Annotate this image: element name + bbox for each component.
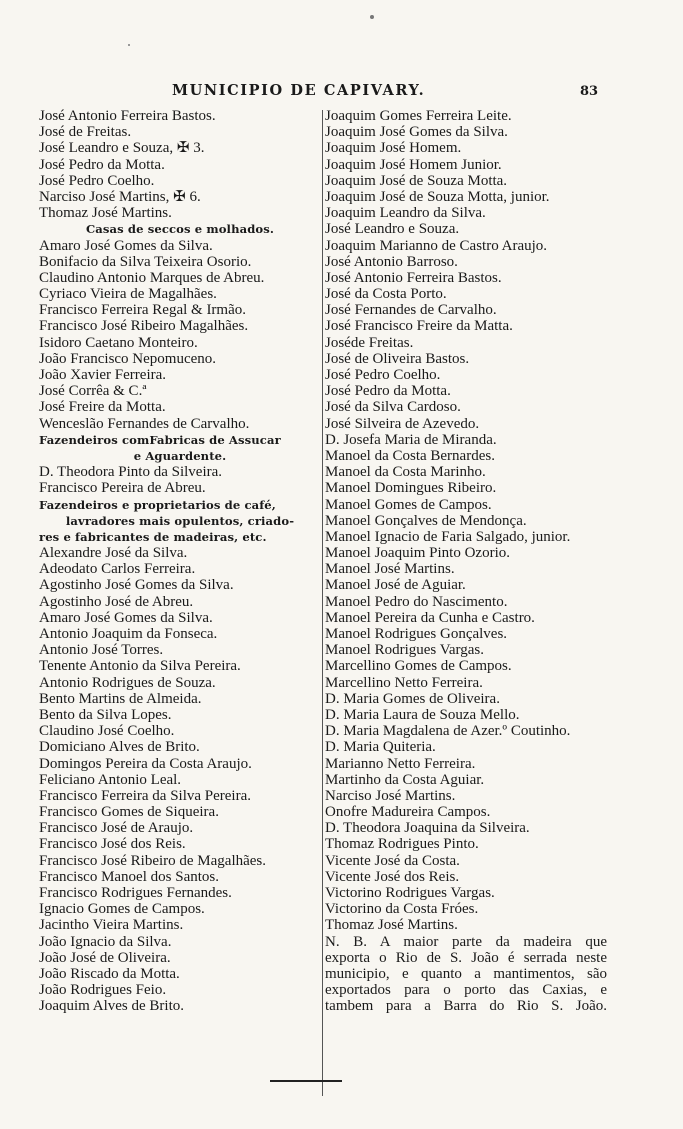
list-item: Feliciano Antonio Leal. bbox=[39, 771, 182, 788]
list-item: Isidoro Caetano Monteiro. bbox=[39, 334, 198, 351]
list-item: D. Maria Gomes de Oliveira. bbox=[325, 690, 500, 707]
list-item: Tenente Antonio da Silva Pereira. bbox=[39, 658, 241, 675]
list-item: municipio, e quanto a mantimentos, são bbox=[325, 965, 607, 982]
list-item: exportados para o porto das Caxias, e bbox=[325, 982, 607, 999]
section-heading: Fazendeiros e proprietarios de café, bbox=[39, 497, 276, 512]
list-item: Vicente José dos Reis. bbox=[325, 868, 460, 885]
list-item: Onofre Madureira Campos. bbox=[325, 804, 491, 821]
footer-rule bbox=[270, 1080, 342, 1082]
list-item: tambem para a Barra do Rio S. João. bbox=[325, 998, 607, 1015]
list-item: Joaquim José Homem Junior. bbox=[325, 156, 502, 173]
list-item: Francisco José dos Reis. bbox=[39, 836, 186, 853]
list-item: João Ignacio da Silva. bbox=[39, 933, 172, 950]
list-item: Alexandre José da Silva. bbox=[39, 545, 188, 562]
list-item: Manoel José de Aguiar. bbox=[325, 577, 466, 594]
list-item: José Antonio Ferreira Bastos. bbox=[325, 269, 502, 286]
list-item: Thomaz José Martins. bbox=[325, 917, 458, 934]
list-item: Bento Martins de Almeida. bbox=[39, 690, 202, 707]
list-item: Joaquim José Gomes da Silva. bbox=[325, 124, 508, 141]
list-item: Joaquim Alves de Brito. bbox=[39, 998, 184, 1015]
list-item: Manoel da Costa Bernardes. bbox=[325, 447, 495, 464]
list-item: D. Maria Quiteria. bbox=[325, 739, 436, 756]
list-item: Joaquim José de Souza Motta. bbox=[325, 172, 508, 189]
list-item: D. Theodora Pinto da Silveira. bbox=[39, 464, 223, 481]
list-item: José Pedro da Motta. bbox=[39, 156, 165, 173]
list-item: José Freire da Motta. bbox=[39, 399, 166, 416]
list-item: Manoel da Costa Marinho. bbox=[325, 464, 486, 481]
list-item: Marianno Netto Ferreira. bbox=[325, 755, 476, 772]
list-item: José de Freitas. bbox=[39, 124, 132, 141]
list-item: José Corrêa & C.ª bbox=[39, 383, 147, 400]
column-divider bbox=[322, 110, 323, 1096]
list-item: Antonio Rodrigues de Souza. bbox=[39, 674, 216, 691]
list-item: Claudino Antonio Marques de Abreu. bbox=[39, 269, 265, 286]
list-item: Francisco José de Araujo. bbox=[39, 820, 194, 837]
list-item: Manoel Pereira da Cunha e Castro. bbox=[325, 609, 535, 626]
list-item: Agostinho José Gomes da Silva. bbox=[39, 577, 234, 594]
list-item: Manoel Pedro do Nascimento. bbox=[325, 593, 508, 610]
list-item: José Silveira de Azevedo. bbox=[325, 415, 480, 432]
list-item: José Antonio Barroso. bbox=[325, 253, 458, 270]
list-item: D. Josefa Maria de Miranda. bbox=[325, 431, 497, 448]
list-item: Adeodato Carlos Ferreira. bbox=[39, 561, 196, 578]
list-item: Narciso José Martins. bbox=[325, 787, 456, 804]
section-heading: Fazendeiros comFabricas de Assucar bbox=[39, 432, 281, 447]
list-item: José Antonio Ferreira Bastos. bbox=[39, 108, 216, 124]
list-item: José Pedro da Motta. bbox=[325, 383, 451, 400]
list-item: Domingos Pereira da Costa Araujo. bbox=[39, 755, 252, 772]
list-item: Manoel Rodrigues Gonçalves. bbox=[325, 626, 508, 642]
list-item: Martinho da Costa Aguiar. bbox=[325, 771, 485, 788]
list-item: Marcellino Netto Ferreira. bbox=[325, 674, 483, 691]
list-item: José Francisco Freire da Matta. bbox=[325, 318, 513, 335]
list-item: Victorino da Costa Fróes. bbox=[325, 901, 479, 918]
list-item: Manoel Joaquim Pinto Ozorio. bbox=[325, 545, 510, 562]
list-item: João Francisco Nepomuceno. bbox=[39, 350, 217, 367]
list-item: Antonio José Torres. bbox=[39, 642, 164, 659]
list-item: Amaro José Gomes da Silva. bbox=[39, 237, 213, 254]
list-item: Antonio Joaquim da Fonseca. bbox=[39, 626, 218, 642]
list-item: Thomaz José Martins. bbox=[39, 205, 172, 222]
list-item: Francisco Gomes de Siqueira. bbox=[39, 804, 219, 821]
list-item: Joaquim Marianno de Castro Araujo. bbox=[325, 237, 548, 254]
list-item: José da Silva Cardoso. bbox=[325, 399, 461, 416]
list-item: Narciso José Martins, ✠ 6. bbox=[39, 188, 201, 205]
list-item: João José de Oliveira. bbox=[39, 949, 171, 966]
page-title: MUNICIPIO DE CAPIVARY. bbox=[172, 82, 426, 99]
list-item: N. B. A maior parte da madeira que bbox=[325, 933, 607, 950]
list-item: Bento da Silva Lopes. bbox=[39, 706, 172, 723]
list-item: Ignacio Gomes de Campos. bbox=[39, 901, 205, 918]
list-item: Francisco Ferreira da Silva Pereira. bbox=[39, 787, 251, 804]
list-item: Joaquim José Homem. bbox=[325, 140, 462, 157]
list-item: Marcellino Gomes de Campos. bbox=[325, 658, 512, 675]
list-item: exporta o Rio de S. João é serrada neste bbox=[325, 949, 607, 966]
list-item: D. Maria Laura de Souza Mello. bbox=[325, 706, 520, 723]
list-item: José Fernandes de Carvalho. bbox=[325, 302, 497, 319]
list-item: Thomaz Rodrigues Pinto. bbox=[325, 836, 479, 853]
list-item: João Xavier Ferreira. bbox=[39, 367, 167, 383]
list-item: D. Maria Magdalena de Azer.º Coutinho. bbox=[325, 723, 571, 740]
list-item: Francisco José Ribeiro Magalhães. bbox=[39, 318, 249, 335]
list-item: José Leandro e Souza. bbox=[325, 221, 460, 238]
section-heading: lavradores mais opulentos, criado- bbox=[65, 513, 295, 528]
list-item: Manoel Domingues Ribeiro. bbox=[325, 480, 497, 497]
list-item: José da Costa Porto. bbox=[325, 286, 447, 303]
list-item: João Rodrigues Feio. bbox=[39, 982, 167, 999]
list-item: João Riscado da Motta. bbox=[39, 965, 180, 982]
ink-speck bbox=[370, 15, 374, 19]
list-item: Agostinho José de Abreu. bbox=[39, 593, 194, 610]
list-item: Francisco Ferreira Regal & Irmão. bbox=[39, 302, 247, 319]
list-item: Vicente José da Costa. bbox=[325, 852, 460, 869]
list-item: Joaquim José de Souza Motta, junior. bbox=[325, 188, 550, 205]
page-number: 83 bbox=[580, 84, 599, 99]
left-column bbox=[39, 108, 321, 1015]
list-item: Joaquim Leandro da Silva. bbox=[325, 205, 486, 222]
list-item: Manoel Ignacio de Faria Salgado, junior. bbox=[325, 528, 571, 545]
list-item: Wenceslão Fernandes de Carvalho. bbox=[39, 415, 250, 432]
list-item: José Pedro Coelho. bbox=[325, 367, 441, 383]
list-item: Manoel Gomes de Campos. bbox=[325, 496, 492, 513]
list-item: Manoel José Martins. bbox=[325, 561, 455, 578]
list-item: Cyriaco Vieira de Magalhães. bbox=[39, 286, 217, 303]
section-heading: e Aguardente. bbox=[133, 448, 227, 463]
list-item: Jacintho Vieira Martins. bbox=[39, 917, 184, 934]
list-item: Francisco Rodrigues Fernandes. bbox=[39, 885, 232, 901]
right-column bbox=[325, 108, 607, 1015]
list-item: D. Theodora Joaquina da Silveira. bbox=[325, 820, 530, 837]
list-item: José Pedro Coelho. bbox=[39, 172, 155, 189]
section-heading: Casas de seccos e molhados. bbox=[85, 222, 275, 237]
list-item: José Leandro e Souza, ✠ 3. bbox=[39, 140, 205, 157]
list-item: Joséde Freitas. bbox=[325, 334, 414, 351]
list-item: Francisco Manoel dos Santos. bbox=[39, 868, 219, 885]
list-item: Bonifacio da Silva Teixeira Osorio. bbox=[39, 253, 252, 270]
list-item: Joaquim Gomes Ferreira Leite. bbox=[325, 108, 512, 124]
page-header bbox=[0, 82, 683, 102]
list-item: Francisco Pereira de Abreu. bbox=[39, 480, 206, 497]
section-heading: res e fabricantes de madeiras, etc. bbox=[39, 529, 267, 544]
ink-speck bbox=[128, 44, 130, 46]
list-item: Manoel Gonçalves de Mendonça. bbox=[325, 512, 527, 529]
list-item: Amaro José Gomes da Silva. bbox=[39, 609, 213, 626]
list-item: José de Oliveira Bastos. bbox=[325, 350, 470, 367]
list-item: Claudino José Coelho. bbox=[39, 723, 175, 740]
list-item: Domiciano Alves de Brito. bbox=[39, 739, 200, 756]
list-item: Manoel Rodrigues Vargas. bbox=[325, 642, 485, 659]
list-item: Victorino Rodrigues Vargas. bbox=[325, 885, 495, 901]
list-item: Francisco José Ribeiro de Magalhães. bbox=[39, 852, 267, 869]
